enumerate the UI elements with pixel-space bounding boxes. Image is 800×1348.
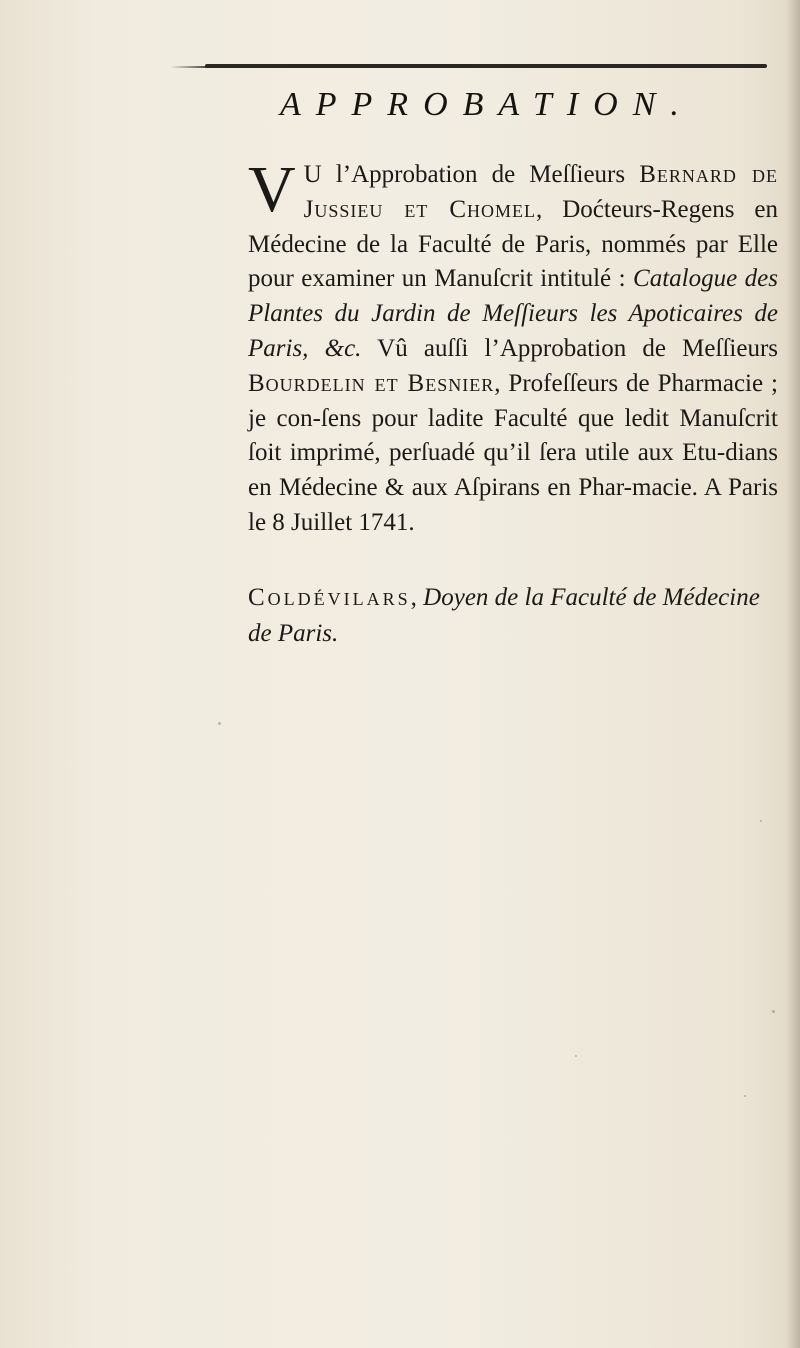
paragraph-segment: U l’Approbation de Meſſieurs — [303, 161, 640, 188]
professors-names: Bourdelin et Besnier — [248, 369, 495, 397]
paragraph-segment: Vû auſſi l’Approbation de Meſſieurs — [361, 334, 778, 362]
signature-block — [248, 580, 778, 652]
signer-title: Doyen de la Faculté de Médecine de Paris. — [248, 584, 760, 647]
drop-cap: V — [248, 153, 296, 226]
signer-name: Coldévilars — [248, 584, 411, 611]
manuscript-title: Catalogue des Plantes du Jardin de Meſſieurs les Apoticaires de Paris, &c. — [248, 265, 778, 362]
signature-separator: , — [410, 584, 424, 611]
ornamental-rule-fade — [170, 66, 210, 68]
paper-speck — [575, 1055, 577, 1057]
paragraph-segment: , Profeſſeurs de Pharmacie ; je con-ſens pour ladite Faculté que ledit Manuſcrit ſoit imprimé, perſuadé qu’il ſera utile aux Etu-dians en Médecine & aux Aſpirans en Phar-macie. A Paris le 8 Juillet 1741. — [248, 369, 778, 536]
paragraph-segment: , Doćteurs-Regens en Médecine de la Faculté de Paris, nommés par Elle pour examiner un Manuſcrit intitulé : — [248, 195, 778, 293]
approbation-paragraph — [248, 153, 778, 541]
page-heading: APPROBATION. — [280, 86, 694, 123]
ornamental-rule — [205, 64, 767, 68]
paper-speck — [772, 1010, 775, 1013]
paper-speck — [760, 820, 762, 822]
paper-speck — [744, 1095, 746, 1097]
doctors-names: Bernard de Jussieu et Chomel — [303, 161, 778, 223]
paper-speck — [218, 722, 221, 725]
page-edge-shadow — [786, 0, 800, 1348]
